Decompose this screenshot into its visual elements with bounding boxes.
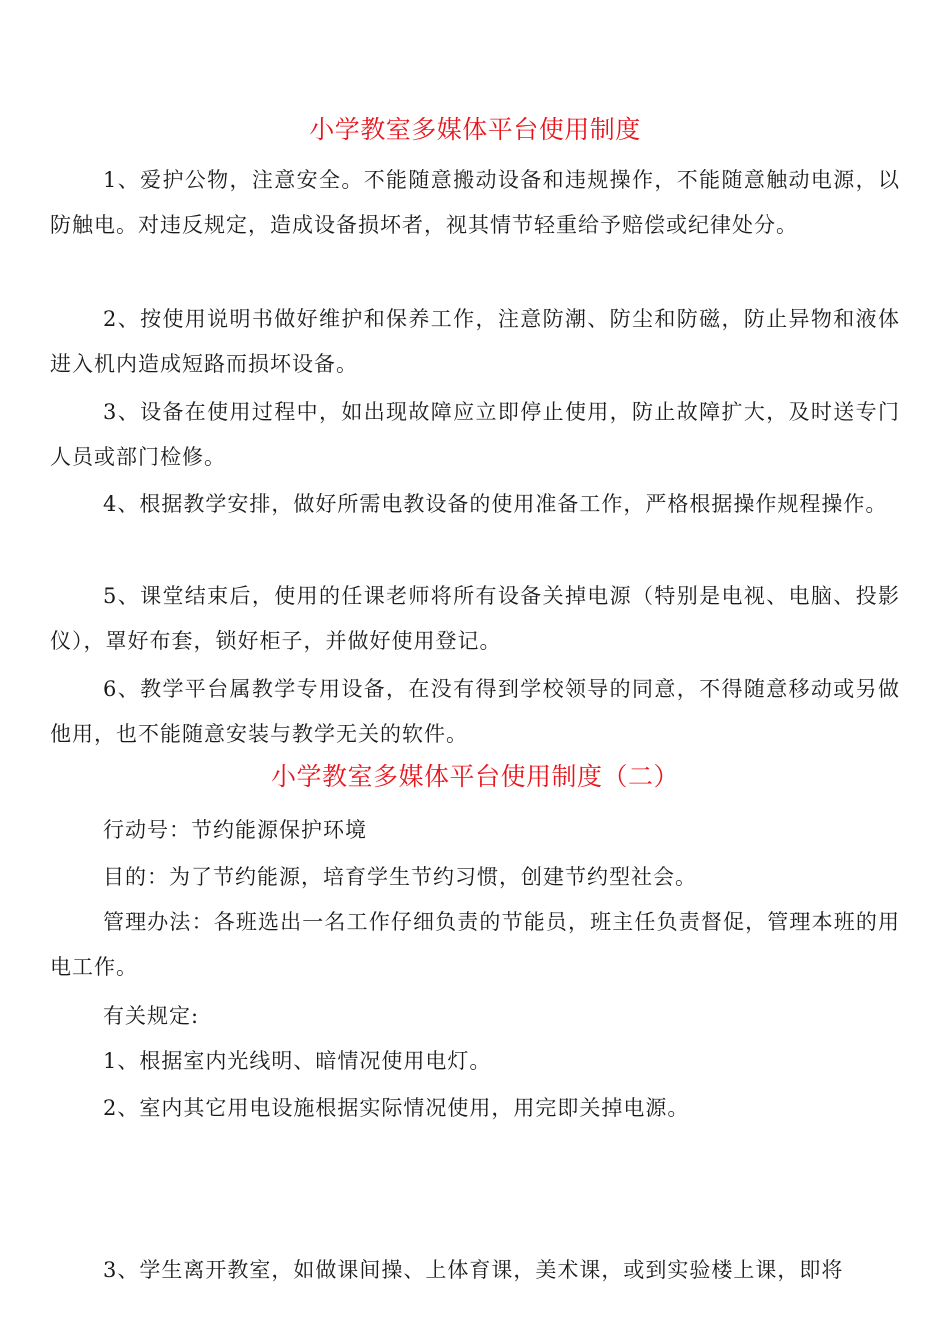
section2-management: 管理办法：各班选出一名工作仔细负责的节能员，班主任负责督促，管理本班的用电工作。 [50, 910, 900, 979]
section1-title: 小学教室多媒体平台使用制度 [309, 115, 641, 144]
section1-paragraph-4: 4、根据教学安排，做好所需电教设备的使用准备工作，严格根据操作规程操作。 [103, 492, 888, 516]
section2-rules-heading: 有关规定: [103, 1004, 200, 1028]
section2-rule-2: 2、室内其它用电设施根据实际情况使用，用完即关掉电源。 [103, 1096, 690, 1120]
section2-purpose: 目的：为了节约能源，培育学生节约习惯，创建节约型社会。 [103, 865, 697, 889]
section1-paragraph-6: 6、教学平台属教学专用设备，在没有得到学校领导的同意，不得随意移动或另做他用，也不能随意安装与教学无关的软件。 [50, 677, 900, 746]
section2-title: 小学教室多媒体平台使用制度（二） [270, 762, 679, 791]
section1-paragraph-1: 1、爱护公物，注意安全。不能随意搬动设备和违规操作，不能随意触动电源，以防触电。对违反规定，造成设备损坏者，视其情节轻重给予赔偿或纪律处分。 [50, 168, 900, 237]
section1-paragraph-2: 2、按使用说明书做好维护和保养工作，注意防潮、防尘和防磁，防止异物和液体进入机内造成短路而损坏设备。 [50, 307, 900, 376]
section1-paragraph-3: 3、设备在使用过程中，如出现故障应立即停止使用，防止故障扩大，及时送专门人员或部门检修。 [50, 400, 900, 469]
section2-slogan: 行动号：节约能源保护环境 [103, 818, 367, 842]
section2-rule-1: 1、根据室内光线明、暗情况使用电灯。 [103, 1049, 492, 1073]
section2-rule-3: 3、学生离开教室，如做课间操、上体育课，美术课，或到实验楼上课，即将 [103, 1258, 844, 1282]
section1-paragraph-5: 5、课堂结束后，使用的任课老师将所有设备关掉电源（特别是电视、电脑、投影仪），罩好布套，锁好柜子，并做好使用登记。 [50, 584, 900, 653]
